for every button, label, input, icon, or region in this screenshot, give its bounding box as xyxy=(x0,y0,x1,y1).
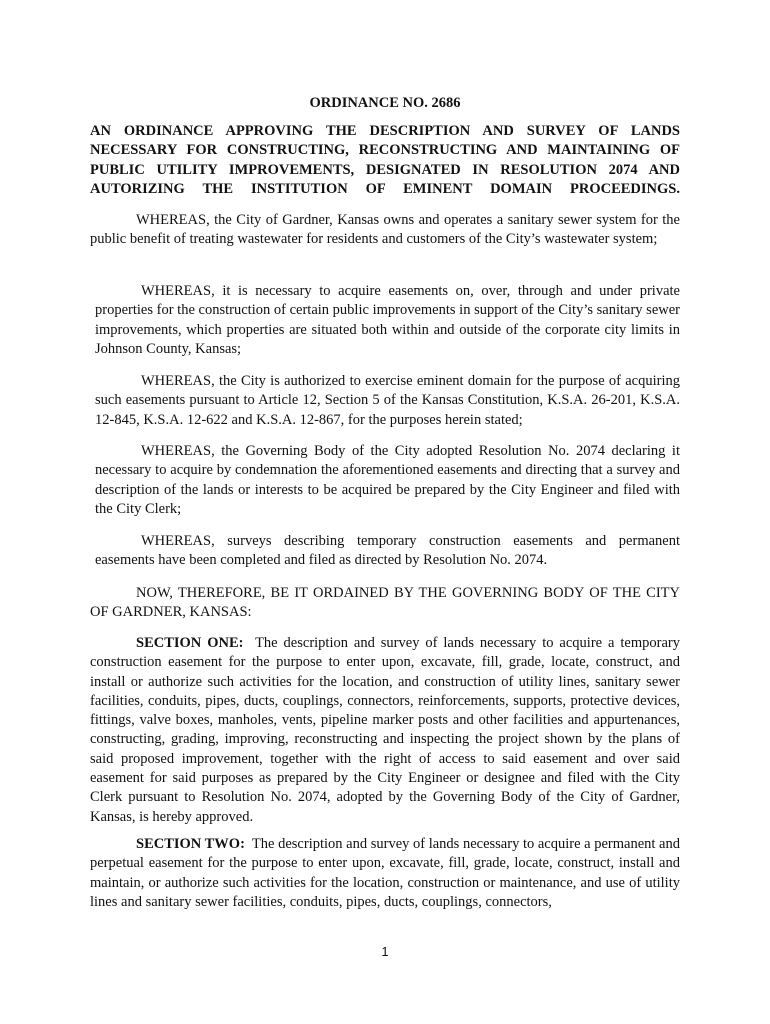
ordained-paragraph: NOW, THEREFORE, BE IT ORDAINED BY THE GOVERNING BODY OF THE CITY OF GARDNER, KANSAS: xyxy=(90,585,680,621)
section-two-text: The description and survey of lands necessary to acquire a permanent and perpetual easement for the purpose to enter upon, excavate, fill, grade, locate, construct, install and maintain, or authorize such activities for the location, construction or maintenance, and use of utility lines and sanitary sewer facilities, conduits, pipes, ducts, couplings, connectors, xyxy=(90,836,680,910)
section-one-heading: SECTION ONE: xyxy=(136,635,244,651)
ordinance-subject: AN ORDINANCE APPROVING THE DESCRIPTION AND SURVEY OF LANDS NECESSARY FOR CONSTRUCTING, RECONSTRUCTING AND MAINTAINING OF PUBLIC UTILITY IMPROVEMENTS, DESIGNATED IN RESOLUTION 2074 AND AUTORIZING THE INSTITUTION OF EMINENT DOMAIN PROCEEDINGS. xyxy=(90,123,680,197)
section-two-paragraph xyxy=(90,835,680,912)
section-one-text: The description and survey of lands necessary to acquire a temporary construction easement for the purpose to enter upon, excavate, fill, grade, locate, construct, and install or authorize such activities for the location, and construction of utility lines, sanitary sewer facilities, conduits, pipes, ducts, couplings, connectors, reinforcements, supports, protective devices, fittings, valve boxes, manholes, vents, pipeline marker posts and other facilities and appurtenances, constructing, grading, improving, reconstructing and inspecting the project shown by the plans of said proposed improvement, together with the right of access to said easement and over said easement for said purposes as prepared by the City Engineer or designee and filed with the City Clerk pursuant to Resolution No. 2074, adopted by the Governing Body of the City of Gardner, Kansas, is hereby approved. xyxy=(90,635,680,825)
whereas-paragraph-3: WHEREAS, the City is authorized to exercise eminent domain for the purpose of acquiring such easements pursuant to Article 12, Section 5 of the Kansas Constitution, K.S.A. 26-201, K.S.A. 12-845, K.S.A. 12-622 and K.S.A. 12-867, for the purposes herein stated; xyxy=(95,373,680,428)
whereas-paragraph-4: WHEREAS, the Governing Body of the City adopted Resolution No. 2074 declaring it necessary to acquire by condemnation the aforementioned easements and directing that a survey and description of the lands or interests to be acquired be prepared by the City Engineer and filed with the City Clerk; xyxy=(95,443,680,517)
section-one-paragraph xyxy=(90,634,680,827)
whereas-paragraph-1: WHEREAS, the City of Gardner, Kansas owns and operates a sanitary sewer system for the public benefit of treating wastewater for residents and customers of the City’s wastewater system; xyxy=(90,212,680,248)
whereas-paragraph-5: WHEREAS, surveys describing temporary construction easements and permanent easements have been completed and filed as directed by Resolution No. 2074. xyxy=(95,533,680,569)
ordinance-title: ORDINANCE NO. 2686 xyxy=(309,95,461,111)
whereas-paragraph-2: WHEREAS, it is necessary to acquire easements on, over, through and under private properties for the construction of certain public improvements in support of the City’s sanitary sewer improvements, which properties are situated both within and outside of the corporate city limits in Johnson County, Kansas; xyxy=(95,283,680,357)
page-number: 1 xyxy=(381,944,389,959)
section-two-heading: SECTION TWO: xyxy=(136,836,245,852)
